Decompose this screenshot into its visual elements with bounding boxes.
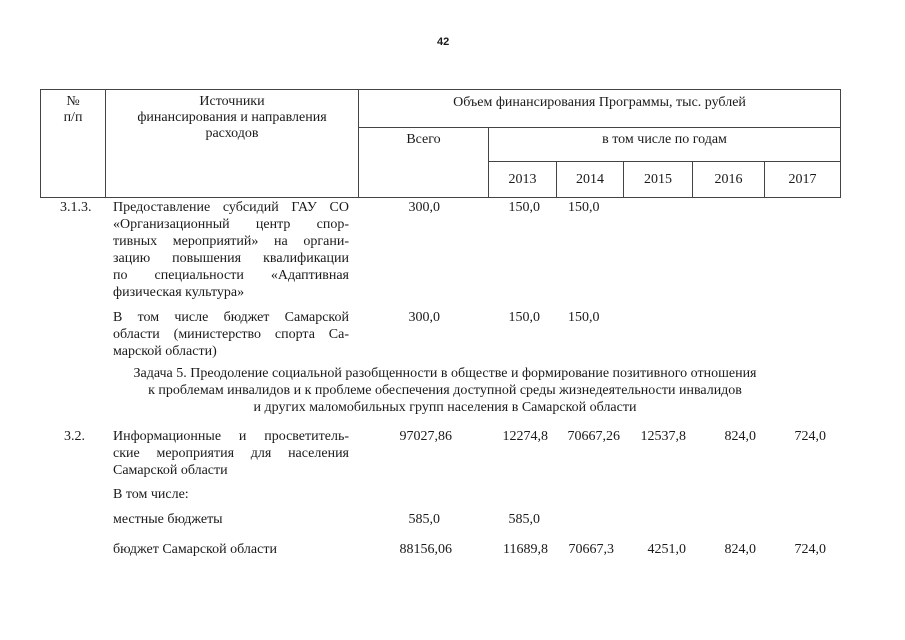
row-text-line: Предоставление субсидий ГАУ СО [113, 200, 349, 215]
header-total: Всего [359, 128, 489, 198]
row-total: 300,0 [408, 310, 440, 325]
row-2013: 585,0 [508, 512, 540, 527]
row-text-line: области (министерство спорта Са- [113, 327, 349, 342]
row-number: 3.1.3. [60, 200, 92, 215]
row-text-line: зацию повышения квалификации [113, 251, 349, 266]
row-text-line: ские мероприятия для населения [113, 446, 349, 461]
row-2017: 724,0 [794, 429, 826, 444]
table-header [40, 89, 841, 198]
row-text-line: Самарской области [113, 463, 228, 478]
row-2016: 824,0 [724, 542, 756, 557]
task-heading-line: и других маломобильных групп населения в Самарской области [253, 400, 637, 415]
header-sources: Источники финансирования и направления расходов [106, 90, 359, 198]
header-number: № п/п [41, 90, 106, 198]
header-year-2017: 2017 [765, 162, 841, 198]
header-year-2013: 2013 [489, 162, 557, 198]
row-2016: 824,0 [724, 429, 756, 444]
task-heading-line: к проблемам инвалидов и к проблеме обеспечения доступной среды жизнедеятельности инвалидов [148, 383, 742, 398]
row-total: 97027,86 [399, 429, 452, 444]
row-text-line: физическая культура» [113, 285, 245, 300]
row-2015: 4251,0 [647, 542, 686, 557]
row-total: 585,0 [408, 512, 440, 527]
row-2013: 150,0 [508, 200, 540, 215]
local-budgets-label: местные бюджеты [113, 512, 223, 527]
row-total: 300,0 [408, 200, 440, 215]
row-text-line: марской области) [113, 344, 217, 359]
row-text-line: «Организационный центр спор- [113, 217, 349, 232]
row-number: 3.2. [64, 429, 85, 444]
task-heading-line: Задача 5. Преодоление социальной разобщенности в обществе и формирование позитивного отношения [133, 366, 757, 381]
header-volume: Объем финансирования Программы, тыс. рублей [359, 90, 841, 128]
regional-budget-label: бюджет Самарской области [113, 542, 277, 557]
header-year-2015: 2015 [624, 162, 693, 198]
row-2013: 12274,8 [502, 429, 548, 444]
row-2014: 150,0 [568, 200, 600, 215]
header-by-years: в том числе по годам [489, 128, 841, 162]
row-text-line: по специальности «Адаптивная [113, 268, 349, 283]
row-2013: 150,0 [508, 310, 540, 325]
row-2017: 724,0 [794, 542, 826, 557]
including-label: В том числе: [113, 487, 189, 502]
header-year-2014: 2014 [557, 162, 624, 198]
row-text-line: тивных мероприятий» на органи- [113, 234, 349, 249]
row-total: 88156,06 [399, 542, 452, 557]
row-text-line: В том числе бюджет Самарской [113, 310, 349, 325]
row-2013: 11689,8 [503, 542, 548, 557]
row-2015: 12537,8 [640, 429, 686, 444]
row-2014: 70667,26 [567, 429, 620, 444]
page-number: 42 [437, 36, 450, 48]
row-text-line: Информационные и просветитель- [113, 429, 349, 444]
row-2014: 150,0 [568, 310, 600, 325]
header-year-2016: 2016 [693, 162, 765, 198]
row-2014: 70667,3 [568, 542, 614, 557]
